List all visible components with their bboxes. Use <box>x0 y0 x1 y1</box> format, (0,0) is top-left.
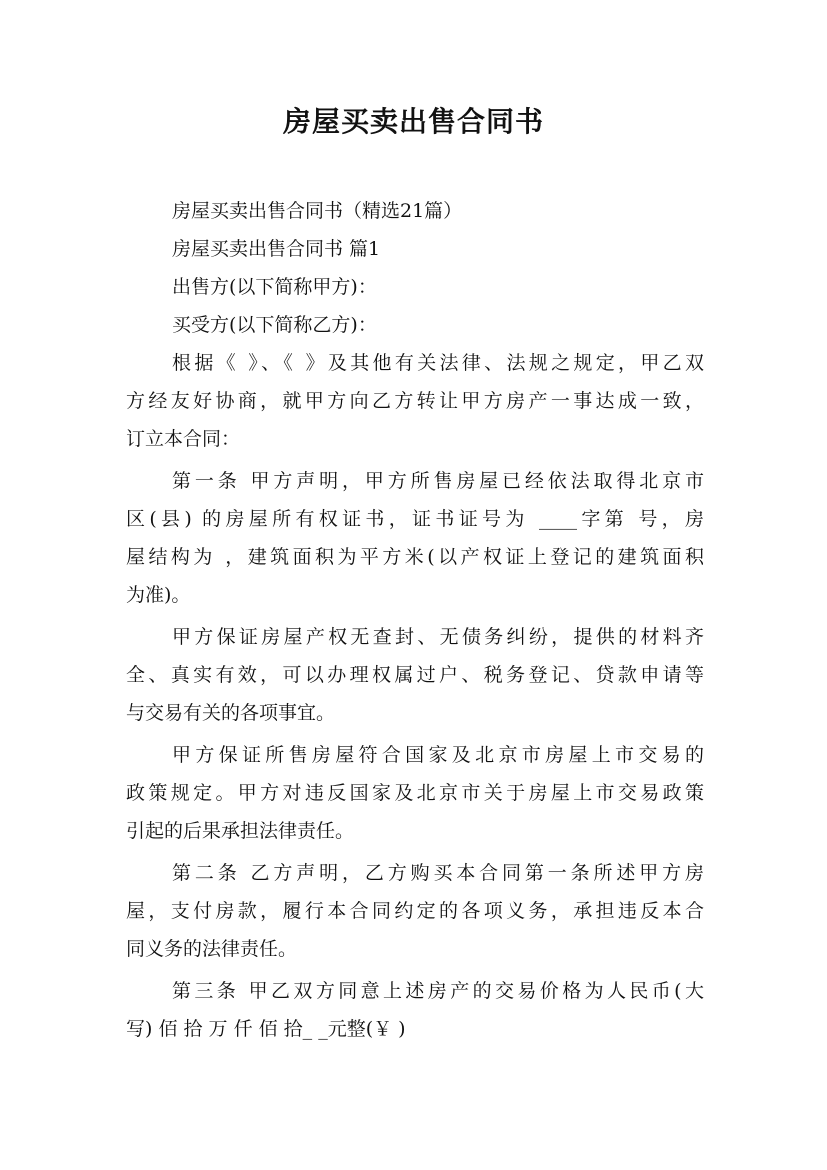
document-body <box>126 192 704 1052</box>
paragraph <box>126 854 704 968</box>
paragraph <box>126 344 704 458</box>
paragraph-line: 与交易有关的各项事宜。 <box>126 702 336 724</box>
paragraph-line: 屋结构为 ，建筑面积为平方米(以产权证上登记的建筑面积 <box>126 546 704 568</box>
paragraph-line: 全、真实有效，可以办理权属过户、税务登记、贷款申请等 <box>126 664 704 686</box>
paragraph <box>126 618 704 732</box>
paragraph-line: 政策规定。甲方对违反国家及北京市关于房屋上市交易政策 <box>126 782 704 804</box>
paragraph-line: 第一条 甲方声明，甲方所售房屋已经依法取得北京市 <box>172 470 704 492</box>
paragraph-line: 第三条 甲乙双方同意上述房产的交易价格为人民币(大 <box>172 980 704 1002</box>
paragraph-line: 甲方保证所售房屋符合国家及北京市房屋上市交易的 <box>172 744 704 766</box>
paragraph-line: 为准)。 <box>126 584 191 606</box>
paragraph-line: 订立本合同： <box>126 428 241 450</box>
paragraph-line: 第二条 乙方声明，乙方购买本合同第一条所述甲方房 <box>172 862 704 884</box>
intro-line: 买受方(以下简称乙方)： <box>172 314 377 336</box>
paragraph-line: 根据《 》、《 》及其他有关法律、法规之规定，甲乙双 <box>172 352 704 374</box>
intro-line: 出售方(以下简称甲方)： <box>172 276 377 298</box>
paragraph-line: 甲方保证房屋产权无查封、无债务纠纷，提供的材料齐 <box>172 626 704 648</box>
paragraph-line: 同义务的法律责任。 <box>126 938 298 960</box>
paragraph <box>126 736 704 850</box>
paragraph-line: 引起的后果承担法律责任。 <box>126 820 355 842</box>
paragraph-line: 写) 佰 拾 万 仟 佰 拾_ _元整(￥ ) <box>126 1018 406 1040</box>
document-title: 房屋买卖出售合同书 <box>282 105 544 138</box>
paragraph-line: 区(县) 的房屋所有权证书，证书证号为 ____字第 号，房 <box>126 508 704 530</box>
paragraph-line: 方经友好协商，就甲方向乙方转让甲方房产一事达成一致， <box>126 390 704 412</box>
paragraph <box>126 462 704 614</box>
intro-line: 房屋买卖出售合同书 篇1 <box>172 238 381 260</box>
paragraph-line: 屋，支付房款，履行本合同约定的各项义务，承担违反本合 <box>126 900 704 922</box>
intro-line: 房屋买卖出售合同书（精选21篇） <box>172 200 463 222</box>
paragraph <box>126 972 704 1048</box>
